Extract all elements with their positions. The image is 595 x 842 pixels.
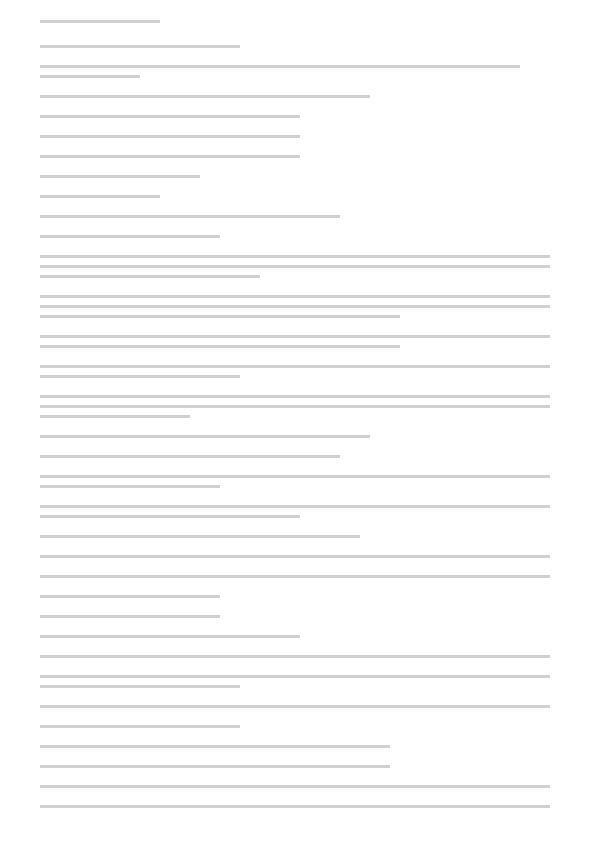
text-placeholder — [40, 65, 520, 68]
text-placeholder — [40, 95, 370, 98]
text-placeholder — [40, 675, 550, 678]
text-placeholder — [40, 635, 300, 638]
text-placeholder — [40, 395, 550, 398]
text-placeholder — [40, 365, 550, 368]
text-placeholder — [40, 685, 240, 688]
text-placeholder — [40, 335, 550, 338]
text-placeholder — [40, 405, 550, 408]
text-placeholder — [40, 655, 550, 658]
text-placeholder — [40, 275, 260, 278]
text-placeholder — [40, 745, 390, 748]
text-placeholder — [40, 375, 240, 378]
text-placeholder — [40, 315, 400, 318]
text-placeholder — [40, 415, 190, 418]
text-placeholder — [40, 785, 550, 788]
text-placeholder — [40, 765, 390, 768]
text-placeholder — [40, 135, 300, 138]
text-placeholder — [40, 455, 340, 458]
text-placeholder — [40, 215, 340, 218]
text-placeholder — [40, 295, 550, 298]
text-placeholder — [40, 475, 550, 478]
text-placeholder — [40, 45, 240, 48]
text-placeholder — [40, 235, 220, 238]
text-placeholder — [40, 345, 400, 348]
text-placeholder — [40, 265, 550, 268]
text-placeholder — [40, 75, 140, 78]
text-placeholder — [40, 305, 550, 308]
text-placeholder — [40, 705, 550, 708]
text-placeholder — [40, 195, 160, 198]
text-placeholder — [40, 595, 220, 598]
text-placeholder — [40, 175, 200, 178]
text-placeholder — [40, 535, 360, 538]
text-placeholder — [40, 20, 160, 23]
text-placeholder — [40, 725, 240, 728]
text-placeholder — [40, 505, 550, 508]
text-placeholder — [40, 515, 300, 518]
text-placeholder — [40, 805, 550, 808]
text-placeholder — [40, 555, 550, 558]
text-placeholder — [40, 115, 300, 118]
text-placeholder — [40, 435, 370, 438]
text-placeholder — [40, 615, 220, 618]
text-placeholder — [40, 575, 550, 578]
text-placeholder — [40, 485, 220, 488]
text-placeholder — [40, 255, 550, 258]
text-placeholder — [40, 155, 300, 158]
